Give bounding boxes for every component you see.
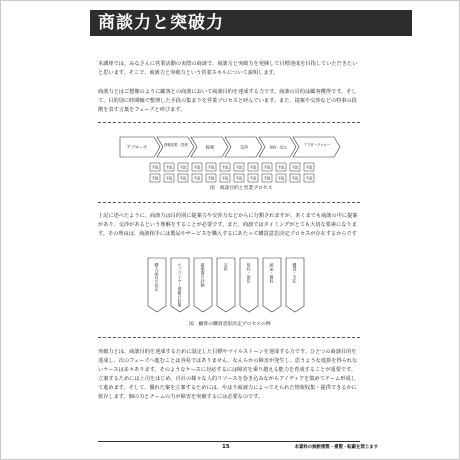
phase-chevron-row	[120, 137, 340, 157]
sub-step-label: 手段	[207, 165, 215, 170]
decision-step-label: 納品・検収	[269, 263, 275, 283]
sub-step-label: 手段	[277, 165, 285, 170]
sub-step-label: 手段	[277, 176, 285, 181]
sub-step-box	[206, 163, 216, 171]
sub-step-label: 手段	[151, 176, 159, 181]
sub-step-box	[234, 174, 244, 182]
sub-step-label: 手段	[221, 165, 229, 170]
phase-label: 交渉	[239, 144, 249, 150]
phase-chevron	[120, 137, 160, 157]
intro-paragraph: 本講座では、みなさんに営業活動の実際の商談で、商談力と突破力を発揮して目標達成を目指していただきたいと思います。そこで、商談力と突破力という営業スキルについて説明します。	[98, 61, 358, 76]
decision-step-label: 購入品目の決定	[154, 263, 160, 291]
sub-step-box	[248, 163, 258, 171]
sub-step-box	[150, 174, 160, 182]
sub-step-box	[248, 174, 258, 182]
sub-step-label: 手段	[165, 165, 173, 170]
sub-step-box	[290, 163, 300, 171]
decision-step	[217, 258, 235, 312]
sub-step-label: 手段	[165, 176, 173, 181]
breakthrough-paragraph: 突破力とは、商談目的を達成するために設定した目標やマイルストーンを達成する力です。ひとつの商談目的を達成し、次のフェーズへ進むことは容易ではありません。なんらかの障害が発生し、思うような進捗を得られないケースは多々あります。そのようなケースに対応するには障害を乗り越える能力を育成することが重要です。立案するためには上司をはじめ、自社の様々な人的リソースを巻き込みながらアイディアを集めてチーム形成して進めます。そして、優れた案を立案するためには、やはり商談力によってえられた情報収集・提供できるかに依存します。個の力とチームの力が障害を突破するには必要なのです。	[98, 349, 358, 400]
sub-step-box	[276, 163, 286, 171]
sub-step-label: 手段	[221, 176, 229, 181]
page-number: 15	[222, 444, 230, 450]
sub-step-box	[220, 163, 230, 171]
sub-step-label: 手段	[207, 176, 215, 181]
sub-step-label: 手段	[263, 165, 271, 170]
sub-step-label: 手段	[193, 176, 201, 181]
phase-label: アプローチ	[126, 144, 148, 150]
section-divider	[98, 202, 360, 203]
figure2-caption: 図 顧客の購買意思決定プロセスの例	[189, 322, 271, 327]
phase-chevron	[259, 137, 296, 157]
sub-step-label: 手段	[193, 165, 201, 170]
sub-step-label: 手段	[179, 176, 187, 181]
decision-step-label: 購買・支払	[292, 263, 298, 283]
sub-step-box	[234, 163, 244, 171]
sub-step-box	[276, 174, 286, 182]
sub-step-label: 手段	[263, 176, 271, 181]
decision-step	[148, 258, 166, 312]
decision-step	[286, 258, 304, 312]
sub-step-label: 手段	[235, 176, 243, 181]
decision-step-label: 交渉	[223, 263, 229, 271]
phase-chevron	[293, 137, 340, 157]
decision-step	[240, 258, 258, 312]
phase-label: 契約・受注	[269, 145, 287, 150]
footer-rule	[98, 441, 360, 442]
figure1-caption: 図 商談目的と営業プロセス	[210, 186, 273, 191]
phase-chevron	[157, 137, 194, 157]
sub-step-label: 手段	[291, 165, 299, 170]
copyright-note: 本資料の無断複製・複製・転載を禁じます	[294, 445, 378, 450]
sub-step-label: 手段	[305, 176, 313, 181]
sub-step-box	[164, 174, 174, 182]
decision-step-label: 契約・発注	[246, 263, 252, 283]
phase-chevron	[191, 137, 228, 157]
decision-step-label: サプライヤー情報の収集	[177, 263, 183, 307]
process-explanation-paragraph: 上記に述べたように、商談力は目的別に提案力や交渉力などからに分類されますが、あくまでも商談の中に提案があり、交渉があるという理解をすることが必要です。また、商談ではタイミングがとても大切な要素になります。その理由は、商談相手には製品やサービスを購入するにあたって購買意思決定プロセスが存在するからです	[98, 213, 358, 237]
sub-step-grid	[150, 163, 314, 182]
phase-chevron	[225, 137, 262, 157]
section-divider	[98, 337, 360, 338]
negotiation-definition-paragraph: 商談力とはご想像のように顧客との商談において商談目的を達成する力です。商談の目的は顧客獲得です。そして、目的別に時間軸で整理した手段の集まりを営業プロセスと呼んでいます。また、提案や交渉などの特事の段階を表す言葉をフェーズと呼びます。	[98, 89, 357, 113]
sub-step-box	[262, 163, 272, 171]
decision-step-label: 提案書の評価	[200, 263, 206, 287]
decision-step	[171, 258, 189, 312]
purchase-decision-process	[148, 258, 304, 312]
sub-step-box	[304, 174, 314, 182]
sub-step-box	[150, 163, 160, 171]
phase-label: アフターフォロー	[303, 143, 331, 147]
sub-step-label: 手段	[179, 165, 187, 170]
sub-step-label: 手段	[151, 165, 159, 170]
decision-step	[194, 258, 212, 312]
sub-step-box	[192, 174, 202, 182]
sub-step-box	[304, 163, 314, 171]
sub-step-label: 手段	[305, 165, 313, 170]
sub-step-box	[220, 174, 230, 182]
sub-step-box	[178, 174, 188, 182]
decision-step	[263, 258, 281, 312]
phase-label: 提案	[205, 144, 215, 150]
phase-label: 情報収集・提供	[164, 143, 188, 147]
page-title: 商談力と突破力	[98, 13, 224, 33]
sub-step-box	[192, 163, 202, 171]
sub-step-label: 手段	[249, 165, 257, 170]
sub-step-box	[164, 163, 174, 171]
sub-step-label: 手段	[235, 165, 243, 170]
sub-step-box	[206, 174, 216, 182]
sub-step-label: 手段	[249, 176, 257, 181]
sub-step-box	[290, 174, 300, 182]
sub-step-box	[262, 174, 272, 182]
sub-step-label: 手段	[291, 176, 299, 181]
sub-step-box	[178, 163, 188, 171]
